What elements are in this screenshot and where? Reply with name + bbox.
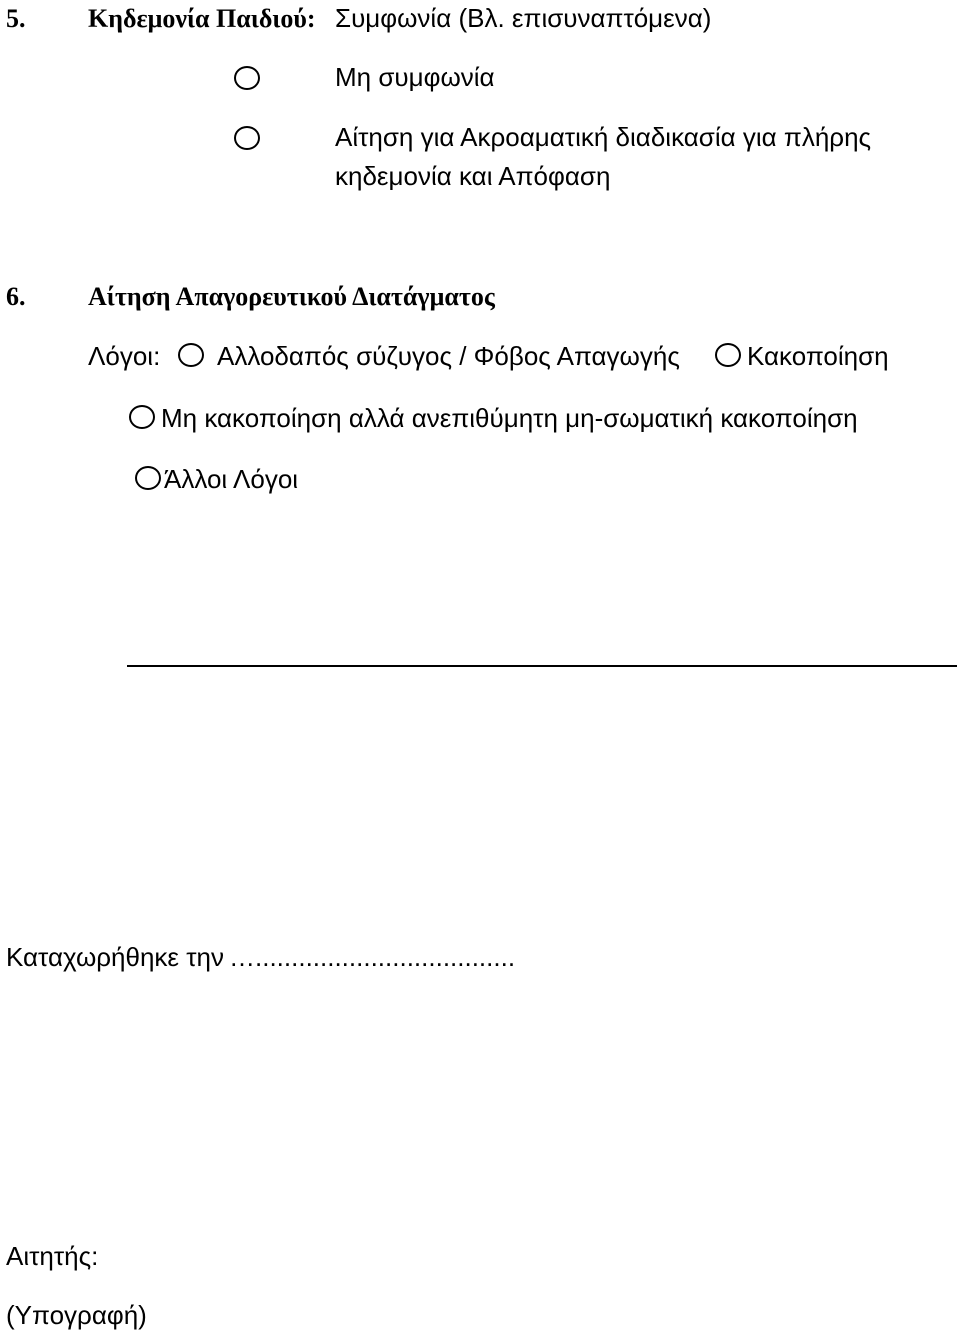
radio-non-physical-abuse[interactable] (129, 405, 155, 429)
section-5-number: 5. (6, 4, 26, 33)
reason-abuse-label: Κακοποίηση (747, 341, 889, 371)
section-5-subtitle: Συμφωνία (Βλ. επισυναπτόμενα) (335, 3, 712, 33)
registered-label: Καταχωρήθηκε την (6, 942, 224, 972)
registered-date-blank: ….................................... (229, 942, 516, 972)
reason-other-label: Άλλοι Λόγοι (164, 464, 299, 494)
radio-hearing-request[interactable] (234, 126, 260, 150)
reasons-label: Λόγοι: (88, 341, 161, 371)
option-hearing-request-label-line2: κηδεμονία και Απόφαση (335, 161, 611, 191)
option-hearing-request-label-line1: Αίτηση για Ακροαματική διαδικασία για πλήρης (335, 122, 872, 152)
section-6-title: Αίτηση Απαγορευτικού Διατάγματος (88, 282, 495, 311)
reason-foreign-spouse-label: Αλλοδαπός σύζυγος / Φόβος Απαγωγής (217, 341, 680, 371)
section-5-title: Κηδεμονία Παιδιού: (88, 4, 316, 33)
blank-signature-line (127, 665, 957, 667)
reason-non-physical-abuse-label: Μη κακοποίηση αλλά ανεπιθύμητη μη-σωματική κακοποίηση (161, 403, 858, 433)
option-no-agreement-label: Μη συμφωνία (335, 62, 495, 92)
applicant-label: Αιτητής: (6, 1241, 99, 1271)
radio-no-agreement[interactable] (234, 66, 260, 90)
section-6-number: 6. (6, 282, 26, 311)
radio-foreign-spouse[interactable] (178, 343, 204, 367)
signature-label: (Υπογραφή) (6, 1300, 147, 1330)
radio-abuse[interactable] (715, 343, 741, 367)
radio-other-reasons[interactable] (135, 466, 161, 490)
